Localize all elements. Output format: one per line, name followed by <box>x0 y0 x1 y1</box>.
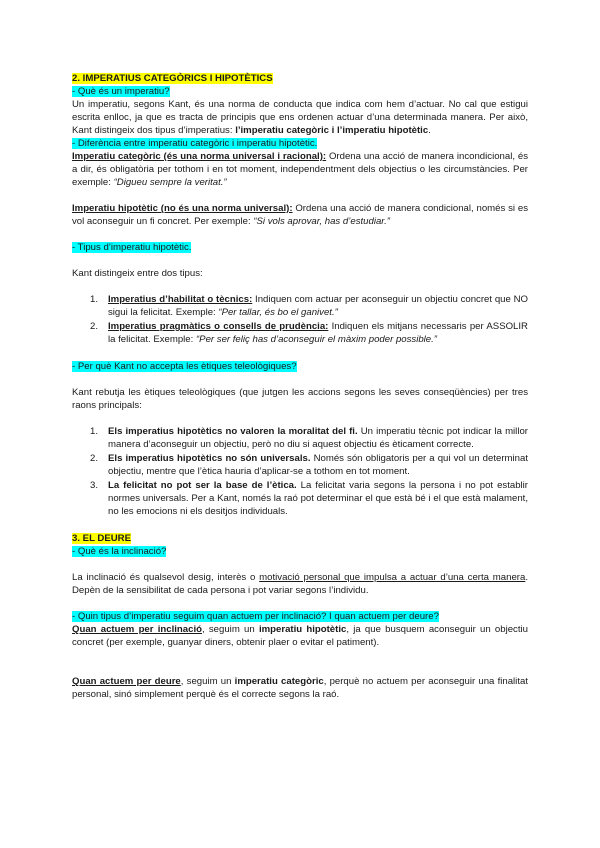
example-text: “Per ser feliç has d’aconseguir el màxim poder possible.” <box>195 334 437 345</box>
list-item-heading: Els imperatius hipotètics no són universals. <box>108 453 311 464</box>
question-text: - Diferència entre imperatiu categòric i imperatiu hipotètic. <box>72 138 318 149</box>
section-3-title: 3. EL DEURE <box>72 533 132 544</box>
question-text: - Quin tipus d’imperatiu seguim quan actuem per inclinació? I quan actuem per deure? <box>72 611 439 622</box>
list-item <box>72 425 528 451</box>
bold-text: l’imperatiu categòric i l’imperatiu hipotètic <box>235 125 429 136</box>
list-number: 2. <box>90 321 99 332</box>
list-item <box>72 452 528 478</box>
list-item-text: Indiquen els mitjans necessaris per ASSOLIR la felicitat. Exemple: <box>108 321 528 345</box>
bold-text: imperatiu categòric <box>234 676 324 687</box>
document-body <box>72 72 528 701</box>
section-2-heading <box>72 72 528 85</box>
paragraph-text: Ordena una acció de manera incondicional, és a dir, és obligatòria per tothom i en tot moment, independentment dels objectius o les circumstàncies. Per exemple: <box>72 151 528 188</box>
list-number: 1. <box>90 294 99 305</box>
paragraph-text: Un imperatiu, segons Kant, és una norma de conducta que indica com hem d’actuar. No cal que estigui escrita enlloc, ja que es tracta de principis que ens ordenen actuar d’una determinada manera. Per això, Kant distingeix dos tipus d’imperatius: <box>72 99 528 136</box>
list-number: 1. <box>90 426 99 437</box>
question-text: - Tipus d’imperatiu hipotètic. <box>72 242 192 253</box>
paragraph-text: , seguim un <box>180 676 235 687</box>
question-what-is-imperative <box>72 85 528 98</box>
list-item <box>72 293 528 319</box>
hypothetical-heading: Imperatiu hipotètic (no és una norma universal): <box>72 203 293 214</box>
section-3-heading <box>72 532 528 545</box>
paragraph-text: . Depèn de la sensibilitat de cada persona i pot variar segons l’individu. <box>72 572 528 596</box>
paragraph-text: . <box>428 125 431 136</box>
imperative-definition-paragraph <box>72 98 528 137</box>
question-inclination <box>72 545 528 558</box>
question-text: - Per què Kant no accepta les ètiques teleològiques? <box>72 361 297 372</box>
list-item-text: Indiquen com actuar per aconseguir un objectiu concret que NO sigui la felicitat. Exemple: <box>108 294 528 318</box>
list-item <box>72 479 528 518</box>
example-text: “Digueu sempre la veritat.” <box>113 177 227 188</box>
list-number: 3. <box>90 480 99 491</box>
duty-heading: Quan actuem per deure <box>72 676 181 687</box>
list-item-heading: Imperatius pragmàtics o consells de prudència: <box>108 321 329 332</box>
paragraph-text: , seguim un <box>201 624 259 635</box>
paragraph-text: Ordena una acció de manera condicional, només si es vol aconseguir un fi concret. Per exemple: <box>72 203 528 227</box>
question-difference <box>72 137 528 150</box>
list-number: 2. <box>90 453 99 464</box>
question-imperative-type <box>72 610 528 623</box>
underlined-text: motivació personal que impulsa a actuar d’una certa manera <box>259 572 526 583</box>
hypothetical-paragraph <box>72 202 528 228</box>
list-item-text: La felicitat varia segons la persona i no pot establir normes universals. Per a Kant, només la raó pot determinar el que està bé i el que està malament, no les emocions ni els desitjos individuals. <box>108 480 528 517</box>
inclination-heading: Quan actuem per inclinació <box>72 624 202 635</box>
paragraph-text: , perquè no actuem per aconseguir una finalitat personal, sinó simplement perquè és el correcte segons la raó. <box>72 676 528 700</box>
duty-answer <box>72 675 528 701</box>
list-item-heading: Imperatius d’habilitat o tècnics: <box>108 294 253 305</box>
teleological-intro: Kant rebutja les ètiques teleològiques (que jutgen les accions segons les seves conseqüències) per tres raons principals: <box>72 387 528 411</box>
paragraph-text: La inclinació és qualsevol desig, interès o <box>72 572 260 583</box>
paragraph-text: , ja que busquem aconseguir un objectiu concret (per exemple, guanyar diners, obtenir plaer o evitar el patiment). <box>72 624 528 648</box>
bold-text: imperatiu hipotètic <box>258 624 347 635</box>
list-item-text: Un imperatiu tècnic pot indicar la millor manera d’aconseguir un objectiu, però no diu si aquest objectiu és èticament correcte. <box>108 426 528 450</box>
section-2-title: 2. IMPERATIUS CATEGÒRICS I HIPOTÈTICS <box>72 73 273 84</box>
inclination-answer <box>72 623 528 649</box>
example-text: “Si vols aprovar, has d’estudiar.” <box>253 216 390 227</box>
hypothetical-types-list <box>72 293 528 346</box>
categorical-paragraph <box>72 150 528 189</box>
question-teleological <box>72 360 528 373</box>
question-text: - Què és la inclinació? <box>72 546 167 557</box>
question-hypothetical-types <box>72 241 528 254</box>
list-item-heading: La felicitat no pot ser la base de l’ètica. <box>108 480 297 491</box>
list-item-text: Només són obligatoris per a qui vol un determinat objectiu, mentre que l’ètica hauria d’aplicar-se a tothom en tot moment. <box>108 453 528 477</box>
question-text: - Què és un imperatiu? <box>72 86 170 97</box>
list-item <box>72 320 528 346</box>
list-item-heading: Els imperatius hipotètics no valoren la moralitat del fi. <box>108 426 358 437</box>
reasons-list <box>72 425 528 518</box>
inclination-paragraph <box>72 571 528 597</box>
example-text: “Per tallar, és bo el ganivet.” <box>218 307 338 318</box>
types-intro: Kant distingeix entre dos tipus: <box>72 268 203 279</box>
categorical-heading: Imperatiu categòric (és una norma universal i racional): <box>72 151 327 162</box>
